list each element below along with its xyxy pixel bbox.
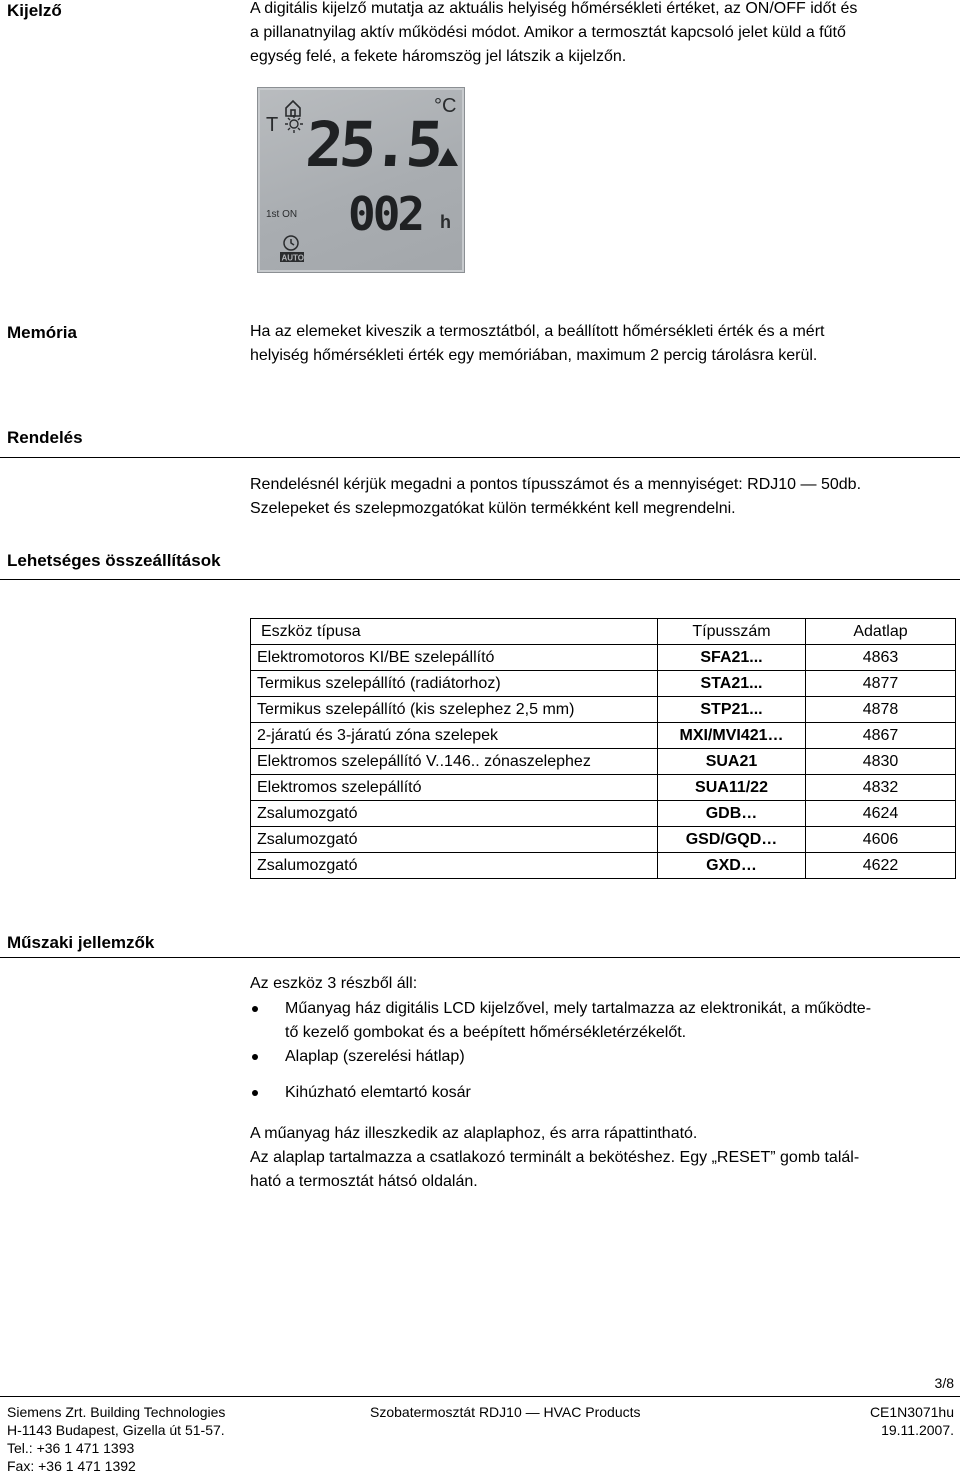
lcd-time: 002 bbox=[348, 187, 423, 241]
cell-type-number: MXI/MVI421… bbox=[658, 723, 806, 749]
bullet-icon bbox=[252, 1006, 258, 1012]
page-number: 3/8 bbox=[934, 1375, 954, 1391]
rendeles-text bbox=[250, 473, 861, 521]
section-title-muszaki: Műszaki jellemzők bbox=[7, 933, 155, 952]
cell-type-number: GDB… bbox=[658, 801, 806, 827]
cell-device-type: Zsalumozgató bbox=[251, 827, 658, 853]
section-title-rendeles: Rendelés bbox=[7, 428, 83, 447]
table-row bbox=[251, 645, 956, 671]
muszaki-bullets bbox=[250, 997, 960, 1105]
cell-datasheet: 4877 bbox=[806, 671, 956, 697]
list-item: Alaplap (szerelési hátlap) bbox=[250, 1045, 960, 1069]
table-row bbox=[251, 775, 956, 801]
table-row bbox=[251, 749, 956, 775]
table-row bbox=[251, 697, 956, 723]
cell-type-number: STP21... bbox=[658, 697, 806, 723]
section-rule-muszaki bbox=[0, 957, 960, 958]
cell-datasheet: 4878 bbox=[806, 697, 956, 723]
list-item: Kihúzható elemtartó kosár bbox=[250, 1081, 960, 1105]
lcd-letter: T bbox=[266, 114, 279, 136]
sun-icon bbox=[285, 115, 303, 133]
table-row bbox=[251, 827, 956, 853]
header-device-type: Eszköz típusa bbox=[251, 619, 658, 645]
lcd-display bbox=[257, 87, 465, 273]
kijelzo-line: A digitális kijelző mutatja az aktuális helyiség hőmérsékleti értéket, az ON/OFF időt és bbox=[250, 0, 858, 17]
memoria-line: Ha az elemeket kiveszik a termosztátból, a beállított hőmérsékleti érték és a mért bbox=[250, 323, 825, 340]
cell-datasheet: 4832 bbox=[806, 775, 956, 801]
section-rule-osszeallitasok bbox=[0, 579, 960, 580]
rendeles-line: Szelepeket és szelepmozgatókat külön termékként kell megrendelni. bbox=[250, 500, 736, 517]
device-table bbox=[250, 618, 956, 879]
table-header-row bbox=[251, 619, 956, 645]
cell-device-type: Termikus szelepállító (radiátorhoz) bbox=[251, 671, 658, 697]
cell-datasheet: 4622 bbox=[806, 853, 956, 879]
muszaki-intro: Az eszköz 3 részből áll: bbox=[250, 975, 418, 992]
muszaki-outro-line: ható a termosztát hátsó oldalán. bbox=[250, 1173, 478, 1190]
table-row bbox=[251, 671, 956, 697]
cell-device-type: Elektromos szelepállító bbox=[251, 775, 658, 801]
cell-device-type: Elektromos szelepállító V..146.. zónaszelephez bbox=[251, 749, 658, 775]
list-item: Műanyag ház digitális LCD kijelzővel, mely tartalmazza az elektronikát, a működte- tő kezelő gombokat és a beépített hőmérsékletérzékelőt. bbox=[250, 997, 960, 1045]
table-row bbox=[251, 723, 956, 749]
kijelzo-line: egység felé, a fekete háromszög jel látszik a kijelzőn. bbox=[250, 48, 627, 65]
footer-tel: Tel.: +36 1 471 1393 bbox=[7, 1440, 135, 1456]
cell-type-number: GSD/GQD… bbox=[658, 827, 806, 853]
house-icon bbox=[286, 101, 300, 116]
section-title-osszeallitasok: Lehetséges összeállítások bbox=[7, 551, 221, 570]
lcd-program: 1st ON bbox=[266, 209, 298, 220]
memoria-line: helyiség hőmérsékleti érték egy memóriában, maximum 2 percig tárolásra kerül. bbox=[250, 347, 818, 364]
cell-type-number: GXD… bbox=[658, 853, 806, 879]
bullet-icon bbox=[252, 1054, 258, 1060]
cell-datasheet: 4830 bbox=[806, 749, 956, 775]
footer-doc-id: CE1N3071hu bbox=[869, 1404, 954, 1420]
footer-right bbox=[870, 1403, 954, 1439]
lcd-mode: AUTO bbox=[281, 253, 305, 263]
cell-device-type: Termikus szelepállító (kis szelephez 2,5 mm) bbox=[251, 697, 658, 723]
section-rule-rendeles bbox=[0, 457, 960, 458]
footer-fax: Fax: +36 1 471 1392 bbox=[7, 1458, 136, 1474]
cell-datasheet: 4624 bbox=[806, 801, 956, 827]
cell-device-type: Zsalumozgató bbox=[251, 853, 658, 879]
heating-triangle-icon bbox=[438, 148, 458, 166]
lcd-temperature: 25.5 bbox=[303, 108, 442, 181]
kijelzo-line: a pillanatnyilag aktív működési módot. Amikor a termosztát kapcsoló jelet küld a fűtő bbox=[250, 24, 846, 41]
cell-type-number: SFA21... bbox=[658, 645, 806, 671]
cell-device-type: Zsalumozgató bbox=[251, 801, 658, 827]
section-title-kijelzo: Kijelző bbox=[7, 1, 62, 20]
bullet-icon bbox=[252, 1090, 258, 1096]
table-row bbox=[251, 801, 956, 827]
muszaki-outro-line: A műanyag ház illeszkedik az alaplaphoz, és arra rápattintható. bbox=[250, 1125, 698, 1142]
cell-datasheet: 4863 bbox=[806, 645, 956, 671]
muszaki-outro-line: Az alaplap tartalmazza a csatlakozó terminált a bekötéshez. Egy „RESET” gomb talál- bbox=[250, 1149, 860, 1166]
kijelzo-text bbox=[250, 0, 857, 69]
footer-left bbox=[7, 1403, 225, 1475]
cell-datasheet: 4606 bbox=[806, 827, 956, 853]
table-row bbox=[251, 853, 956, 879]
header-datasheet: Adatlap bbox=[806, 619, 956, 645]
section-title-memoria: Memória bbox=[7, 323, 77, 342]
cell-datasheet: 4867 bbox=[806, 723, 956, 749]
footer-product: Szobatermosztát RDJ10 — HVAC Products bbox=[370, 1404, 641, 1420]
cell-type-number: SUA11/22 bbox=[658, 775, 806, 801]
cell-device-type: 2-járatú és 3-járatú zóna szelepek bbox=[251, 723, 658, 749]
lcd-unit: °C bbox=[434, 95, 457, 117]
lcd-time-unit: h bbox=[440, 212, 451, 232]
footer-date: 19.11.2007. bbox=[881, 1422, 954, 1438]
cell-type-number: STA21... bbox=[658, 671, 806, 697]
cell-type-number: SUA21 bbox=[658, 749, 806, 775]
memoria-text bbox=[250, 320, 824, 368]
muszaki-outro bbox=[250, 1122, 859, 1194]
clock-icon bbox=[284, 236, 298, 250]
footer-address: H-1143 Budapest, Gizella út 51-57. bbox=[7, 1422, 225, 1438]
footer-company: Siemens Zrt. Building Technologies bbox=[7, 1404, 226, 1420]
footer-rule bbox=[0, 1396, 960, 1397]
rendeles-line: Rendelésnél kérjük megadni a pontos típusszámot és a mennyiséget: RDJ10 — 50db. bbox=[250, 476, 862, 493]
header-type-number: Típusszám bbox=[658, 619, 806, 645]
cell-device-type: Elektromotoros KI/BE szelepállító bbox=[251, 645, 658, 671]
